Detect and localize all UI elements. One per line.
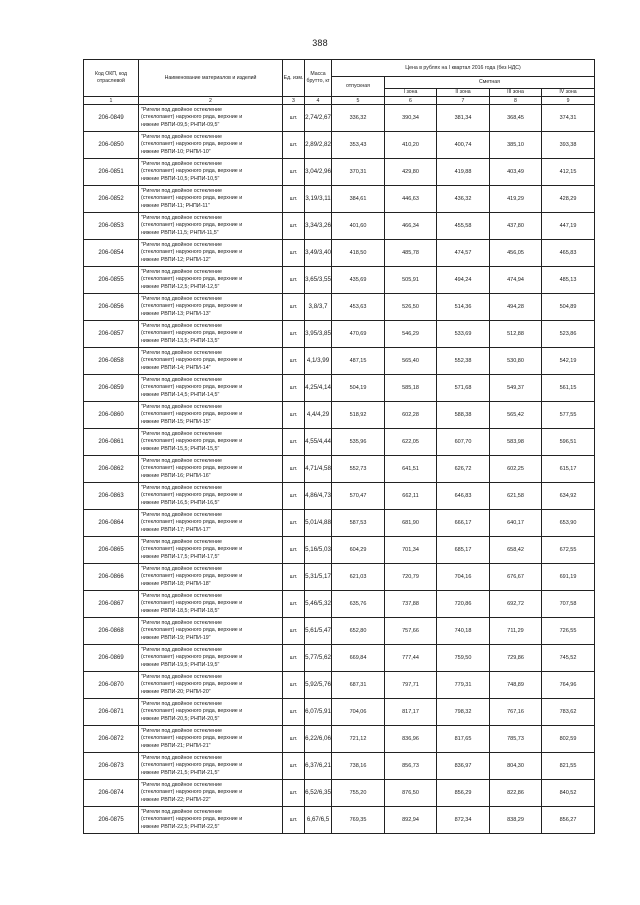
zone-3-price: 419,29 <box>490 186 542 213</box>
product-name: "Ригели под двойное остекление (стеклопакет) наружного ряда, верхние и нижние РВПИ-12,5; РНПИ-12,5" <box>139 267 283 294</box>
zone-4-price: 745,52 <box>542 645 595 672</box>
zone-2-price: 740,18 <box>437 618 490 645</box>
release-price: 621,03 <box>332 564 385 591</box>
release-price: 687,31 <box>332 672 385 699</box>
release-price: 384,61 <box>332 186 385 213</box>
zone-2-price: 872,34 <box>437 807 490 834</box>
column-number: 5 <box>332 97 385 105</box>
zone-2-price: 836,97 <box>437 753 490 780</box>
mass-cell: 3,34/3,26 <box>305 213 332 240</box>
product-name: "Ригели под двойное остекление (стеклопакет) наружного ряда, верхние и нижние РВПИ-22,5; РНПИ-22,5" <box>139 807 283 834</box>
zone-4-price: 561,15 <box>542 375 595 402</box>
zone-2-price: 381,34 <box>437 105 490 132</box>
product-name: "Ригели под двойное остекление (стеклопакет) наружного ряда, верхние и нижние РВПИ-18; РНПИ-18" <box>139 564 283 591</box>
zone-3-price: 549,37 <box>490 375 542 402</box>
unit-cell: шт. <box>283 321 305 348</box>
table-row <box>84 672 595 699</box>
zone-2-price: 646,83 <box>437 483 490 510</box>
table-row <box>84 618 595 645</box>
zone-1-price: 622,05 <box>385 429 437 456</box>
zone-1-price: 602,28 <box>385 402 437 429</box>
table-row <box>84 402 595 429</box>
release-price: 370,31 <box>332 159 385 186</box>
product-code: 206-0858 <box>84 348 139 375</box>
product-name: "Ригели под двойное остекление (стеклопакет) наружного ряда, верхние и нижние РВПИ-10,5; РНПИ-10,5" <box>139 159 283 186</box>
zone-4-price: 596,51 <box>542 429 595 456</box>
zone-4-price: 653,90 <box>542 510 595 537</box>
product-code: 206-0860 <box>84 402 139 429</box>
release-price: 570,47 <box>332 483 385 510</box>
product-code: 206-0874 <box>84 780 139 807</box>
zone-2-price: 533,69 <box>437 321 490 348</box>
product-name: "Ригели под двойное остекление (стеклопакет) наружного ряда, верхние и нижние РВПИ-21; РНПИ-21" <box>139 726 283 753</box>
table-row <box>84 564 595 591</box>
release-price: 635,76 <box>332 591 385 618</box>
zone-1-price: 546,29 <box>385 321 437 348</box>
header-zone-2: II зона <box>437 89 490 97</box>
mass-cell: 5,16/5,03 <box>305 537 332 564</box>
product-name: "Ригели под двойное остекление (стеклопакет) наружного ряда, верхние и нижние РВПИ-11; РНПИ-11" <box>139 186 283 213</box>
product-code: 206-0873 <box>84 753 139 780</box>
zone-2-price: 798,32 <box>437 699 490 726</box>
unit-cell: шт. <box>283 294 305 321</box>
table-row <box>84 186 595 213</box>
zone-2-price: 514,36 <box>437 294 490 321</box>
mass-cell: 3,04/2,96 <box>305 159 332 186</box>
zone-4-price: 802,59 <box>542 726 595 753</box>
product-code: 206-0852 <box>84 186 139 213</box>
zone-1-price: 797,71 <box>385 672 437 699</box>
zone-4-price: 412,15 <box>542 159 595 186</box>
column-number-row <box>84 97 595 105</box>
zone-1-price: 681,90 <box>385 510 437 537</box>
zone-1-price: 720,79 <box>385 564 437 591</box>
column-number: 7 <box>437 97 490 105</box>
release-price: 755,20 <box>332 780 385 807</box>
header-price-group: Цена в рублях на I квартал 2016 года (без НДС) <box>332 60 595 77</box>
table-row <box>84 780 595 807</box>
unit-cell: шт. <box>283 537 305 564</box>
header-code: Код ОКП, код отраслевой <box>84 60 139 97</box>
table-row <box>84 240 595 267</box>
release-price: 435,69 <box>332 267 385 294</box>
zone-2-price: 571,68 <box>437 375 490 402</box>
header-zone-3: III зона <box>490 89 542 97</box>
product-name: "Ригели под двойное остекление (стеклопакет) наружного ряда, верхние и нижние РВПИ-16,5; РНПИ-16,5" <box>139 483 283 510</box>
header-zone-1: I зона <box>385 89 437 97</box>
zone-3-price: 474,94 <box>490 267 542 294</box>
product-name: "Ригели под двойное остекление (стеклопакет) наружного ряда, верхние и нижние РВПИ-13,5; РНПИ-13,5" <box>139 321 283 348</box>
unit-cell: шт. <box>283 564 305 591</box>
mass-cell: 4,71/4,58 <box>305 456 332 483</box>
product-code: 206-0862 <box>84 456 139 483</box>
product-code: 206-0859 <box>84 375 139 402</box>
zone-2-price: 552,38 <box>437 348 490 375</box>
product-name: "Ригели под двойное остекление (стеклопакет) наружного ряда, верхние и нижние РВПИ-21,5; РНПИ-21,5" <box>139 753 283 780</box>
product-code: 206-0850 <box>84 132 139 159</box>
unit-cell: шт. <box>283 510 305 537</box>
release-price: 487,15 <box>332 348 385 375</box>
zone-1-price: 737,88 <box>385 591 437 618</box>
product-code: 206-0865 <box>84 537 139 564</box>
zone-1-price: 485,78 <box>385 240 437 267</box>
product-code: 206-0866 <box>84 564 139 591</box>
zone-4-price: 523,86 <box>542 321 595 348</box>
zone-3-price: 456,05 <box>490 240 542 267</box>
mass-cell: 6,07/5,91 <box>305 699 332 726</box>
header-estimate: Сметная <box>385 77 595 89</box>
product-code: 206-0853 <box>84 213 139 240</box>
zone-4-price: 691,19 <box>542 564 595 591</box>
zone-2-price: 856,29 <box>437 780 490 807</box>
zone-4-price: 465,83 <box>542 240 595 267</box>
table-row <box>84 699 595 726</box>
unit-cell: шт. <box>283 402 305 429</box>
mass-cell: 3,49/3,40 <box>305 240 332 267</box>
product-code: 206-0872 <box>84 726 139 753</box>
unit-cell: шт. <box>283 429 305 456</box>
zone-2-price: 588,38 <box>437 402 490 429</box>
product-name: "Ригели под двойное остекление (стеклопакет) наружного ряда, верхние и нижние РВПИ-12; РНПИ-12" <box>139 240 283 267</box>
zone-4-price: 634,92 <box>542 483 595 510</box>
release-price: 552,73 <box>332 456 385 483</box>
zone-3-price: 692,72 <box>490 591 542 618</box>
release-price: 401,60 <box>332 213 385 240</box>
release-price: 738,16 <box>332 753 385 780</box>
table-row <box>84 267 595 294</box>
product-code: 206-0868 <box>84 618 139 645</box>
zone-1-price: 526,50 <box>385 294 437 321</box>
table-row <box>84 807 595 834</box>
zone-3-price: 621,58 <box>490 483 542 510</box>
product-name: "Ригели под двойное остекление (стеклопакет) наружного ряда, верхние и нижние РВПИ-11,5; РНПИ-11,5" <box>139 213 283 240</box>
release-price: 652,80 <box>332 618 385 645</box>
unit-cell: шт. <box>283 699 305 726</box>
zone-4-price: 577,55 <box>542 402 595 429</box>
zone-1-price: 641,51 <box>385 456 437 483</box>
table-row <box>84 456 595 483</box>
release-price: 418,50 <box>332 240 385 267</box>
table-row <box>84 753 595 780</box>
zone-3-price: 785,73 <box>490 726 542 753</box>
header-release: отпускная <box>332 77 385 97</box>
release-price: 669,84 <box>332 645 385 672</box>
zone-3-price: 565,42 <box>490 402 542 429</box>
mass-cell: 5,92/5,76 <box>305 672 332 699</box>
product-name: "Ригели под двойное остекление (стеклопакет) наружного ряда, верхние и нижние РВПИ-22; РНПИ-22" <box>139 780 283 807</box>
zone-1-price: 892,94 <box>385 807 437 834</box>
table-row <box>84 321 595 348</box>
zone-3-price: 748,89 <box>490 672 542 699</box>
product-name: "Ригели под двойное остекление (стеклопакет) наружного ряда, верхние и нижние РВПИ-13; РНПИ-13" <box>139 294 283 321</box>
unit-cell: шт. <box>283 213 305 240</box>
unit-cell: шт. <box>283 375 305 402</box>
table-row <box>84 348 595 375</box>
table-row <box>84 537 595 564</box>
product-code: 206-0851 <box>84 159 139 186</box>
zone-3-price: 838,29 <box>490 807 542 834</box>
release-price: 353,43 <box>332 132 385 159</box>
product-code: 206-0871 <box>84 699 139 726</box>
product-code: 206-0875 <box>84 807 139 834</box>
mass-cell: 4,86/4,73 <box>305 483 332 510</box>
mass-cell: 3,8/3,7 <box>305 294 332 321</box>
zone-2-price: 607,70 <box>437 429 490 456</box>
zone-2-price: 704,16 <box>437 564 490 591</box>
product-name: "Ригели под двойное остекление (стеклопакет) наружного ряда, верхние и нижние РВПИ-17,5; РНПИ-17,5" <box>139 537 283 564</box>
zone-4-price: 707,58 <box>542 591 595 618</box>
zone-2-price: 759,50 <box>437 645 490 672</box>
product-code: 206-0856 <box>84 294 139 321</box>
zone-3-price: 640,17 <box>490 510 542 537</box>
unit-cell: шт. <box>283 267 305 294</box>
unit-cell: шт. <box>283 159 305 186</box>
column-number: 9 <box>542 97 595 105</box>
mass-cell: 5,77/5,62 <box>305 645 332 672</box>
table-row <box>84 105 595 132</box>
mass-cell: 5,61/5,47 <box>305 618 332 645</box>
mass-cell: 4,1/3,99 <box>305 348 332 375</box>
zone-4-price: 840,52 <box>542 780 595 807</box>
mass-cell: 3,95/3,85 <box>305 321 332 348</box>
column-number: 1 <box>84 97 139 105</box>
zone-3-price: 494,28 <box>490 294 542 321</box>
header-zone-4: IV зона <box>542 89 595 97</box>
zone-2-price: 720,86 <box>437 591 490 618</box>
product-code: 206-0854 <box>84 240 139 267</box>
product-name: "Ригели под двойное остекление (стеклопакет) наружного ряда, верхние и нижние РВПИ-18,5; РНПИ-18,5" <box>139 591 283 618</box>
product-name: "Ригели под двойное остекление (стеклопакет) наружного ряда, верхние и нижние РВПИ-15,5; РНПИ-15,5" <box>139 429 283 456</box>
zone-2-price: 474,57 <box>437 240 490 267</box>
zone-1-price: 505,91 <box>385 267 437 294</box>
release-price: 535,96 <box>332 429 385 456</box>
zone-2-price: 626,72 <box>437 456 490 483</box>
product-code: 206-0867 <box>84 591 139 618</box>
table-row <box>84 510 595 537</box>
release-price: 336,32 <box>332 105 385 132</box>
product-name: "Ригели под двойное остекление (стеклопакет) наружного ряда, верхние и нижние РВПИ-20; РНПИ-20" <box>139 672 283 699</box>
zone-3-price: 512,88 <box>490 321 542 348</box>
release-price: 470,69 <box>332 321 385 348</box>
column-number: 6 <box>385 97 437 105</box>
mass-cell: 6,67/6,5 <box>305 807 332 834</box>
zone-1-price: 757,66 <box>385 618 437 645</box>
table-row <box>84 213 595 240</box>
page-number: 388 <box>312 38 328 48</box>
zone-4-price: 428,29 <box>542 186 595 213</box>
zone-4-price: 672,55 <box>542 537 595 564</box>
product-name: "Ригели под двойное остекление (стеклопакет) наружного ряда, верхние и нижние РВПИ-20,5; РНПИ-20,5" <box>139 699 283 726</box>
zone-4-price: 615,17 <box>542 456 595 483</box>
zone-2-price: 419,88 <box>437 159 490 186</box>
zone-2-price: 666,17 <box>437 510 490 537</box>
product-name: "Ригели под двойное остекление (стеклопакет) наружного ряда, верхние и нижние РВПИ-19,5; РНПИ-19,5" <box>139 645 283 672</box>
release-price: 704,06 <box>332 699 385 726</box>
zone-1-price: 876,50 <box>385 780 437 807</box>
product-code: 206-0870 <box>84 672 139 699</box>
zone-4-price: 374,31 <box>542 105 595 132</box>
table-row <box>84 294 595 321</box>
zone-3-price: 385,10 <box>490 132 542 159</box>
mass-cell: 4,25/4,14 <box>305 375 332 402</box>
zone-3-price: 822,86 <box>490 780 542 807</box>
mass-cell: 5,31/5,17 <box>305 564 332 591</box>
zone-4-price: 393,38 <box>542 132 595 159</box>
zone-2-price: 436,32 <box>437 186 490 213</box>
zone-1-price: 446,63 <box>385 186 437 213</box>
unit-cell: шт. <box>283 348 305 375</box>
zone-3-price: 767,16 <box>490 699 542 726</box>
product-code: 206-0863 <box>84 483 139 510</box>
product-name: "Ригели под двойное остекление (стеклопакет) наружного ряда, верхние и нижние РВПИ-19; РНПИ-19" <box>139 618 283 645</box>
unit-cell: шт. <box>283 618 305 645</box>
zone-2-price: 494,24 <box>437 267 490 294</box>
zone-1-price: 701,34 <box>385 537 437 564</box>
column-number: 4 <box>305 97 332 105</box>
zone-3-price: 804,30 <box>490 753 542 780</box>
zone-3-price: 583,98 <box>490 429 542 456</box>
zone-1-price: 585,18 <box>385 375 437 402</box>
zone-1-price: 777,44 <box>385 645 437 672</box>
mass-cell: 6,52/6,35 <box>305 780 332 807</box>
zone-3-price: 437,80 <box>490 213 542 240</box>
zone-1-price: 410,20 <box>385 132 437 159</box>
zone-1-price: 565,40 <box>385 348 437 375</box>
zone-3-price: 676,67 <box>490 564 542 591</box>
table-row <box>84 726 595 753</box>
unit-cell: шт. <box>283 483 305 510</box>
zone-4-price: 447,19 <box>542 213 595 240</box>
zone-3-price: 711,29 <box>490 618 542 645</box>
release-price: 504,19 <box>332 375 385 402</box>
zone-4-price: 783,62 <box>542 699 595 726</box>
zone-3-price: 658,42 <box>490 537 542 564</box>
zone-1-price: 466,34 <box>385 213 437 240</box>
zone-3-price: 729,86 <box>490 645 542 672</box>
product-name: "Ригели под двойное остекление (стеклопакет) наружного ряда, верхние и нижние РВПИ-10; РНПИ-10" <box>139 132 283 159</box>
release-price: 721,12 <box>332 726 385 753</box>
mass-cell: 6,37/6,21 <box>305 753 332 780</box>
mass-cell: 4,55/4,44 <box>305 429 332 456</box>
product-name: "Ригели под двойное остекление (стеклопакет) наружного ряда, верхние и нижние РВПИ-14; РНПИ-14" <box>139 348 283 375</box>
product-code: 206-0861 <box>84 429 139 456</box>
release-price: 587,53 <box>332 510 385 537</box>
release-price: 453,63 <box>332 294 385 321</box>
table-row <box>84 483 595 510</box>
column-number: 2 <box>139 97 283 105</box>
column-number: 8 <box>490 97 542 105</box>
zone-4-price: 856,27 <box>542 807 595 834</box>
unit-cell: шт. <box>283 456 305 483</box>
zone-2-price: 779,31 <box>437 672 490 699</box>
unit-cell: шт. <box>283 780 305 807</box>
mass-cell: 2,74/2,67 <box>305 105 332 132</box>
zone-1-price: 429,80 <box>385 159 437 186</box>
table-row <box>84 132 595 159</box>
table-row <box>84 645 595 672</box>
zone-4-price: 764,96 <box>542 672 595 699</box>
unit-cell: шт. <box>283 105 305 132</box>
header-mass: Масса брутто, кг <box>305 60 332 97</box>
release-price: 769,35 <box>332 807 385 834</box>
header-name: Наименование материалов и изделий <box>139 60 283 97</box>
zone-1-price: 390,34 <box>385 105 437 132</box>
zone-1-price: 856,73 <box>385 753 437 780</box>
zone-3-price: 403,49 <box>490 159 542 186</box>
header-unit: Ед. изм. <box>283 60 305 97</box>
zone-4-price: 821,55 <box>542 753 595 780</box>
zone-3-price: 530,80 <box>490 348 542 375</box>
product-name: "Ригели под двойное остекление (стеклопакет) наружного ряда, верхние и нижние РВПИ-16; РНПИ-16" <box>139 456 283 483</box>
product-code: 206-0855 <box>84 267 139 294</box>
unit-cell: шт. <box>283 753 305 780</box>
release-price: 518,92 <box>332 402 385 429</box>
product-code: 206-0864 <box>84 510 139 537</box>
unit-cell: шт. <box>283 132 305 159</box>
zone-2-price: 455,58 <box>437 213 490 240</box>
table-body <box>84 105 595 834</box>
unit-cell: шт. <box>283 672 305 699</box>
product-name: "Ригели под двойное остекление (стеклопакет) наружного ряда, верхние и нижние РВПИ-14,5; РНПИ-14,5" <box>139 375 283 402</box>
product-code: 206-0857 <box>84 321 139 348</box>
zone-1-price: 817,17 <box>385 699 437 726</box>
column-number: 3 <box>283 97 305 105</box>
unit-cell: шт. <box>283 645 305 672</box>
product-code: 206-0869 <box>84 645 139 672</box>
table-row <box>84 591 595 618</box>
mass-cell: 2,89/2,82 <box>305 132 332 159</box>
zone-3-price: 368,45 <box>490 105 542 132</box>
zone-2-price: 400,74 <box>437 132 490 159</box>
zone-2-price: 685,17 <box>437 537 490 564</box>
zone-4-price: 485,13 <box>542 267 595 294</box>
mass-cell: 3,19/3,11 <box>305 186 332 213</box>
unit-cell: шт. <box>283 240 305 267</box>
mass-cell: 5,01/4,88 <box>305 510 332 537</box>
table-row <box>84 429 595 456</box>
mass-cell: 3,65/3,55 <box>305 267 332 294</box>
zone-1-price: 662,11 <box>385 483 437 510</box>
zone-4-price: 726,55 <box>542 618 595 645</box>
product-name: "Ригели под двойное остекление (стеклопакет) наружного ряда, верхние и нижние РВПИ-15; РНПИ-15" <box>139 402 283 429</box>
unit-cell: шт. <box>283 807 305 834</box>
zone-3-price: 602,25 <box>490 456 542 483</box>
release-price: 604,29 <box>332 537 385 564</box>
table-row <box>84 375 595 402</box>
unit-cell: шт. <box>283 726 305 753</box>
product-name: "Ригели под двойное остекление (стеклопакет) наружного ряда, верхние и нижние РВПИ-17; РНПИ-17" <box>139 510 283 537</box>
unit-cell: шт. <box>283 591 305 618</box>
price-table <box>83 59 595 834</box>
unit-cell: шт. <box>283 186 305 213</box>
table-row <box>84 159 595 186</box>
product-code: 206-0849 <box>84 105 139 132</box>
mass-cell: 4,4/4,29 <box>305 402 332 429</box>
zone-1-price: 836,96 <box>385 726 437 753</box>
mass-cell: 6,22/6,06 <box>305 726 332 753</box>
zone-4-price: 542,19 <box>542 348 595 375</box>
zone-4-price: 504,89 <box>542 294 595 321</box>
mass-cell: 5,46/5,32 <box>305 591 332 618</box>
product-name: "Ригели под двойное остекление (стеклопакет) наружного ряда, верхние и нижние РВПИ-09,5; РНПИ-09,5" <box>139 105 283 132</box>
zone-2-price: 817,65 <box>437 726 490 753</box>
